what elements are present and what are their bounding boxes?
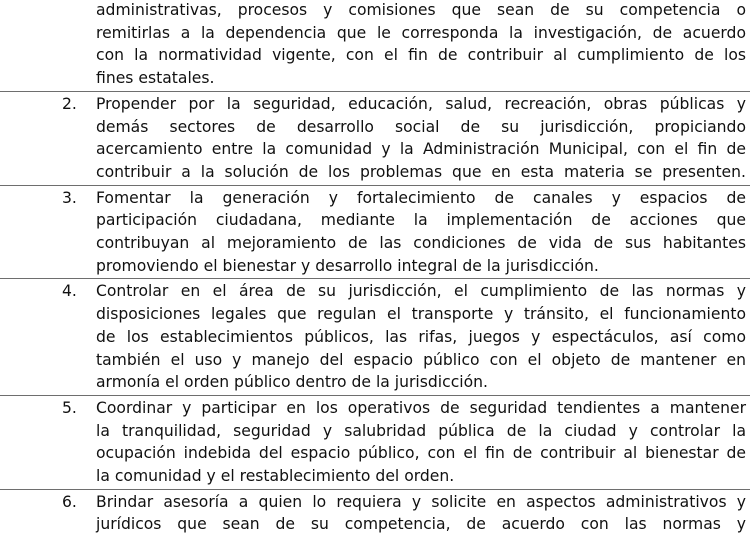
text-line: demás sectores de desarrollo social de su jurisdicción, propiciando [96, 117, 746, 136]
table-row [0, 92, 750, 186]
text-line: la comunidad y el restablecimiento del orden. [96, 467, 455, 486]
text-line: administrativas, procesos y comisiones que sean de su competencia o [96, 1, 746, 19]
text-line: con la normatividad vigente, con el fin de contribuir al cumplimiento de los [96, 46, 746, 65]
table-row [0, 186, 750, 280]
text-line: fines estatales. [96, 69, 215, 88]
item-text [96, 397, 746, 488]
text-line: acercamiento entre la comunidad y la Administración Municipal, con el fin de [96, 140, 746, 159]
text-line: jurídicos que sean de su competencia, de acuerdo con las normas y [96, 515, 746, 534]
table-row [0, 396, 750, 490]
text-line: ocupación indebida del espacio público, con el fin de contribuir al bienestar de [96, 444, 746, 463]
text-line: la tranquilidad, seguridad y salubridad pública de la ciudad y controlar la [96, 421, 746, 440]
text-line: Brindar asesoría a quien lo requiera y solicite en aspectos administrativos y [96, 492, 746, 511]
item-text [96, 0, 746, 90]
item-number: 3. [62, 188, 77, 207]
item-number: 6. [62, 492, 77, 511]
text-line: promoviendo el bienestar y desarrollo integral de la jurisdicción. [96, 256, 599, 275]
item-number: 2. [62, 94, 77, 113]
table-row [0, 490, 750, 536]
item-text [96, 187, 746, 278]
item-text [96, 280, 746, 394]
text-line: también el uso y manejo del espacio público con el objeto de mantener en [96, 350, 746, 369]
table-row [0, 279, 750, 396]
text-line: contribuir a la solución de los problemas que en esta materia se presenten. [96, 162, 746, 181]
item-text [96, 491, 746, 536]
text-line: remitirlas a la dependencia que le corresponda la investigación, de acuerdo [96, 23, 746, 42]
text-line: armonía el orden público dentro de la jurisdicción. [96, 373, 488, 392]
text-line: Fomentar la generación y fortalecimiento de canales y espacios de [96, 188, 746, 207]
text-line: de los establecimientos públicos, las rifas, juegos y espectáculos, así como [96, 327, 746, 346]
text-line: Coordinar y participar en los operativos de seguridad tendientes a mantener [96, 398, 746, 417]
text-line: Controlar en el área de su jurisdicción, el cumplimiento de las normas y [96, 282, 746, 301]
text-line: contribuyan al mejoramiento de las condiciones de vida de sus habitantes [96, 234, 746, 253]
item-text [96, 93, 746, 184]
item-number: 5. [62, 398, 77, 417]
item-number: 4. [62, 282, 77, 301]
table-row [0, 0, 750, 92]
text-line: Propender por la seguridad, educación, salud, recreación, obras públicas y [96, 94, 746, 113]
text-line: disposiciones legales que regulan el transporte y tránsito, el funcionamiento [96, 305, 746, 324]
text-line: participación ciudadana, mediante la implementación de acciones que [96, 211, 746, 230]
